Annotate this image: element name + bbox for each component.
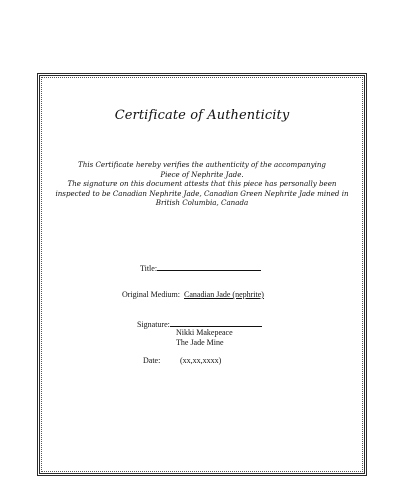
title-blank-line (157, 262, 261, 271)
signer-name: Nikki Makepeace (176, 328, 233, 337)
medium-value: Canadian Jade (nephrite) (184, 290, 264, 299)
intro-line: Piece of Nephrite Jade. (160, 169, 244, 179)
signature-blank-line (170, 318, 262, 327)
intro-line: This Certificate hereby verifies the authenticity of the accompanying (78, 160, 326, 169)
certificate-intro (44, 160, 360, 208)
title-field (140, 262, 261, 273)
certificate-border (37, 73, 367, 476)
certificate-title: Certificate of Authenticity (114, 108, 290, 123)
date-value: (xx,xx,xxxx) (180, 356, 222, 365)
medium-label: Original Medium: (122, 290, 180, 299)
date-label: Date: (143, 356, 161, 365)
intro-line: inspected to be Canadian Nephrite Jade, Canadian Green Nephrite Jade mined in (55, 188, 349, 198)
medium-field (122, 290, 264, 299)
intro-line: British Columbia, Canada (155, 198, 249, 208)
title-field-label: Title: (140, 264, 158, 273)
signer-org: The Jade Mine (176, 338, 224, 347)
signature-label: Signature: (137, 320, 170, 329)
intro-line: The signature on this document attests that this piece has personally been (67, 179, 337, 189)
